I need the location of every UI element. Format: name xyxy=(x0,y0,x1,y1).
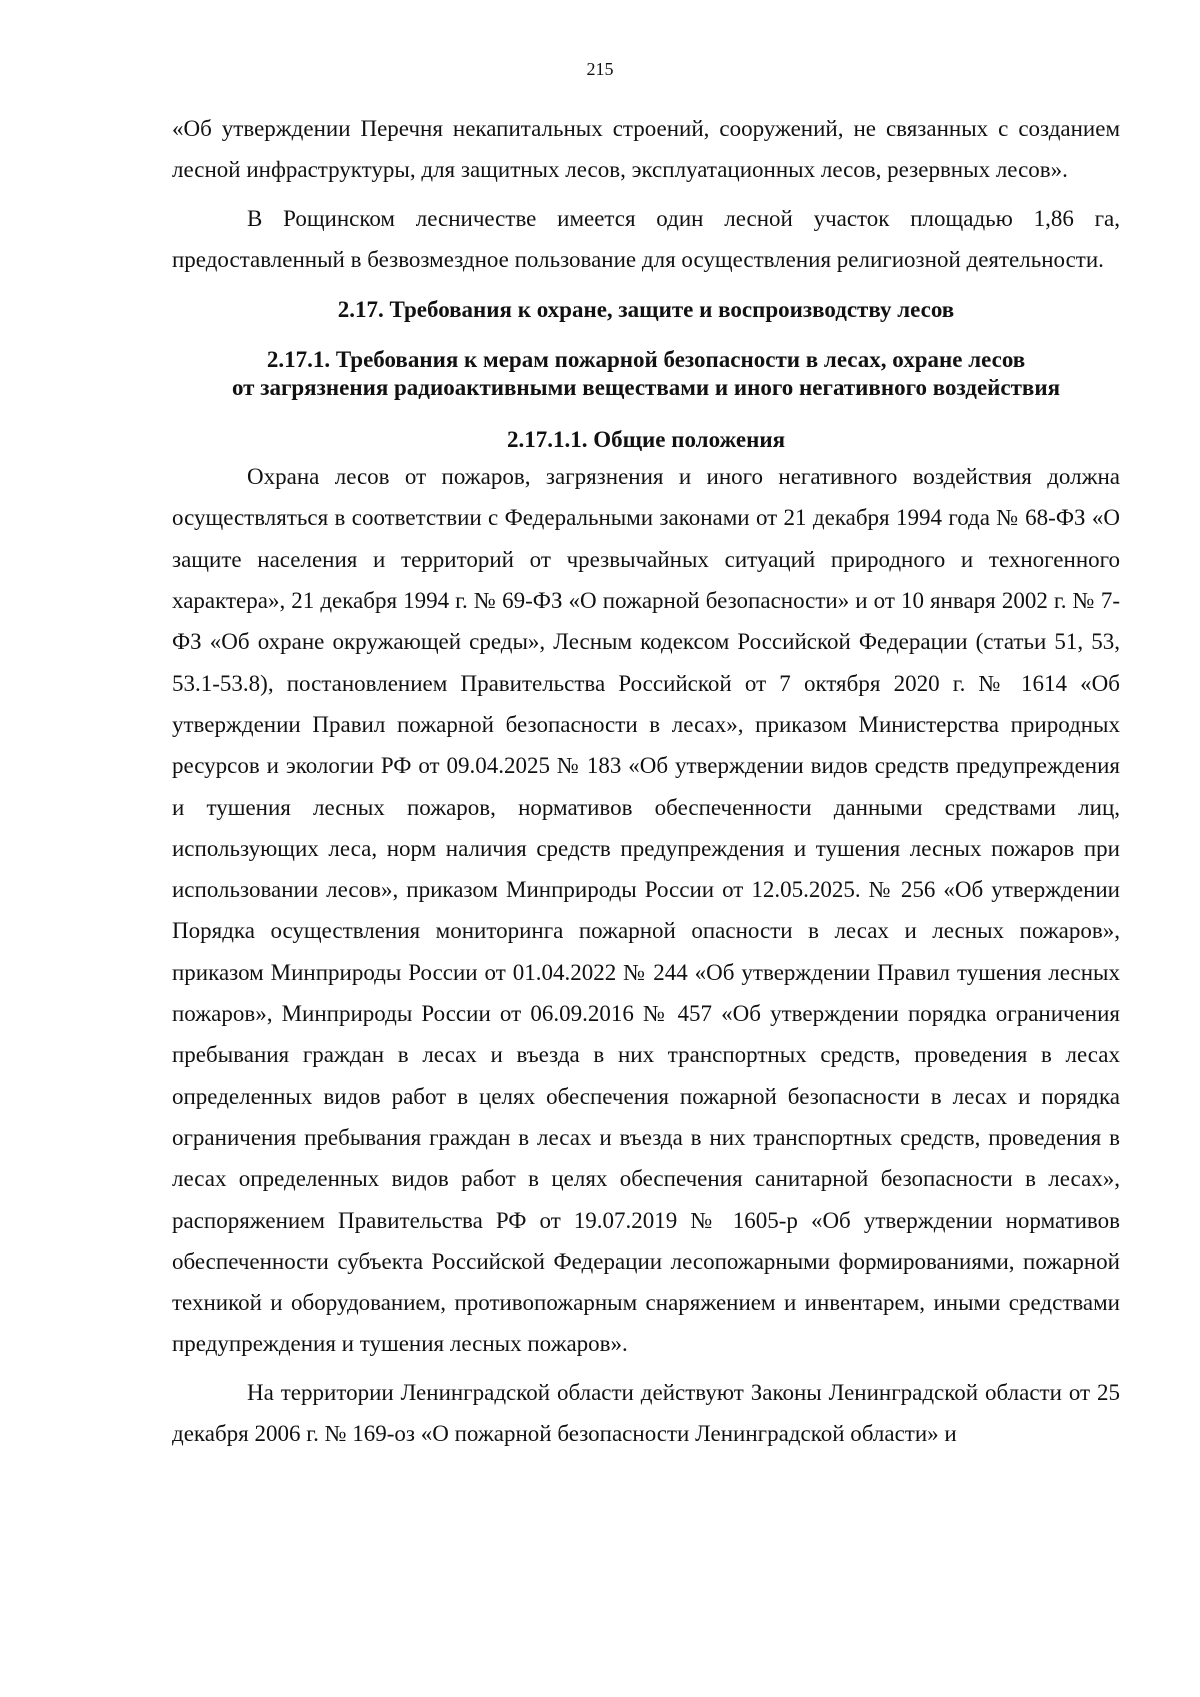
section-heading-2-17-1-line1: 2.17.1. Требования к мерам пожарной безопасности в лесах, охране лесов xyxy=(266,347,1026,373)
paragraph-continued: «Об утверждении Перечня некапитальных строений, сооружений, не связанных с созданием лесной инфраструктуры, для защитных лесов, эксплуатационных лесов, резервных лесов». xyxy=(172,116,1120,183)
page-number: 215 xyxy=(586,59,614,79)
page-content xyxy=(172,108,1120,1454)
section-heading-2-17-1-line2: от загрязнения радиоактивными веществами и иного негативного воздействия xyxy=(231,375,1061,401)
paragraph-leningrad-laws: На территории Ленинградской области действуют Законы Ленинградской области от 25 декабря 2006 г. № 169-оз «О пожарной безопасности Ленинградской области» и xyxy=(172,1379,1120,1447)
paragraph-forest-protection: Охрана лесов от пожаров, загрязнения и иного негативного воздействия должна осуществляться в соответствии с Федеральными законами от 21 декабря 1994 года № 68-ФЗ «О защите населения и территорий от чрезвычайных ситуаций природного и техногенного характера», 21 декабря 1994 г. № 69-ФЗ «О пожарной безопасности» и от 10 января 2002 г. № 7-ФЗ «Об охране окружающей среды», Лесным кодексом Российской Федерации (статьи 51, 53, 53.1-53.8), постановлением Правительства Российской от 7 октября 2020 г. № 1614 «Об утверждении Правил пожарной безопасности в лесах», приказом Министерства природных ресурсов и экологии РФ от 09.04.2025 № 183 «Об утверждении видов средств предупреждения и тушения лесных пожаров, нормативов обеспеченности данными средствами лиц, использующих леса, норм наличия средств предупреждения и тушения лесных пожаров при использовании лесов», приказом Минприроды России от 12.05.2025. № 256 «Об утверждении Порядка осуществления мониторинга пожарной опасности в лесах и лесных пожаров», приказом Минприроды России от 01.04.2022 № 244 «Об утверждении Правил тушения лесных пожаров», Минприроды России от 06.09.2016 № 457 «Об утверждении порядка ограничения пребывания граждан в лесах и въезда в них транспортных средств, проведения в лесах определенных видов работ в целях обеспечения пожарной безопасности в лесах и порядка ограничения пребывания граждан в лесах и въезда в них транспортных средств, проведения в лесах определенных видов работ в целях обеспечения санитарной безопасности в лесах», распоряжением Правительства РФ от 19.07.2019 № 1605-р «Об утверждении нормативов обеспеченности субъекта Российской Федерации лесопожарными формированиями, пожарной техникой и оборудованием, противопожарным снаряжением и инвентарем, иными средствами предупреждения и тушения лесных пожаров». xyxy=(172,464,1120,1357)
section-heading-2-17-1 xyxy=(172,346,1120,402)
paragraph-roshchino: В Рощинском лесничестве имеется один лесной участок площадью 1,86 га, предоставленный в безвозмездное пользование для осуществления религиозной деятельности. xyxy=(172,205,1120,272)
section-heading-2-17: 2.17. Требования к охране, защите и воспроизводству лесов xyxy=(337,297,955,323)
section-heading-2-17-1-1: 2.17.1.1. Общие положения xyxy=(506,427,786,453)
